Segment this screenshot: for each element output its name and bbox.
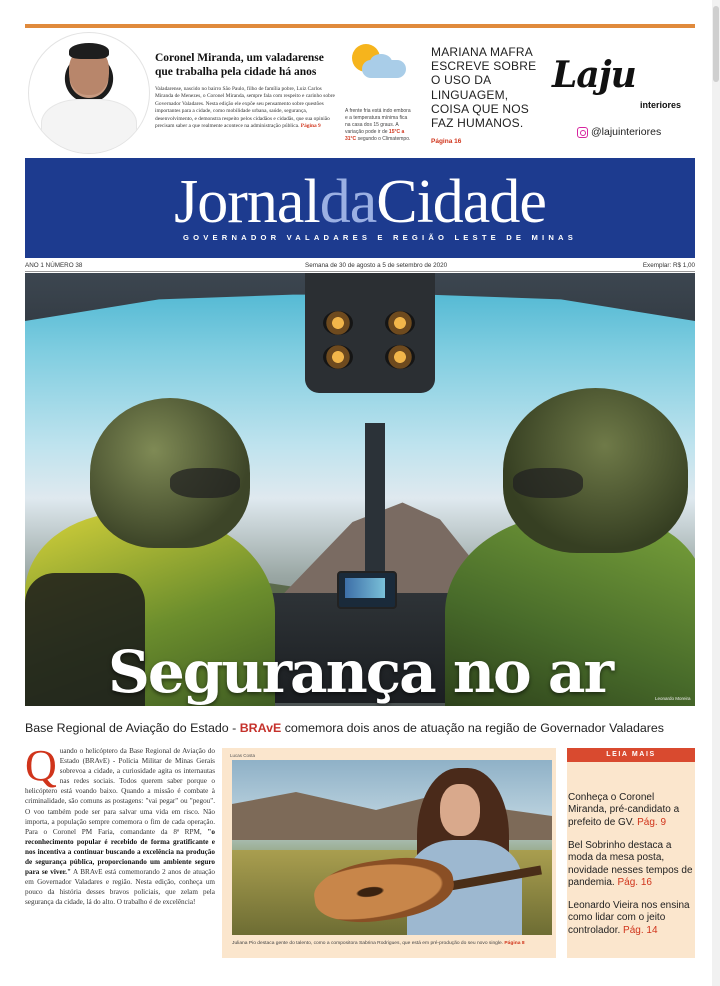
lead-headline[interactable]: Coronel Miranda, um valadarense que trabalha pela cidade há anos xyxy=(155,52,324,78)
article-text-2: A BRAvE está comemorando 2 anos de atuação em Governador Valadares e região. Nesta edição, conheça um pouco da história desses bravos policiais, que zelam pela segurança da cidade, lá do alto. O trabalho é de excelência! xyxy=(25,868,215,907)
issue-info-bar xyxy=(25,262,695,271)
article-dropcap: Q xyxy=(25,741,57,790)
masthead-tagline: GOVERNADOR VALADARES E REGIÃO LESTE DE MINAS xyxy=(183,233,577,242)
singer-face xyxy=(440,784,480,836)
newspaper-logo[interactable] xyxy=(25,164,695,240)
gauge-icon xyxy=(385,345,415,369)
gauge-icon xyxy=(385,311,415,335)
leia-mais-page-link[interactable]: Pág. 9 xyxy=(637,816,667,828)
subheadline-post: comemora dois anos de atuação na região de Governador Valadares xyxy=(281,721,664,735)
navigation-screen xyxy=(337,571,397,609)
lead-summary-text: Valadarense, nascido no bairro São Paulo, filho de família pobre, Luiz Carlos Miranda de Menezes, o Coronel Miranda, sempre fala com respeito e carinho sobre Governador Valadares. Nesta edição ele expõe seu pensamento sobre questões importantes para a cidade, como mobilidade urbana, saúde, segurança, desenvolvimento, e demonstra respeito pelos cidadãos e cidadãs, que sua opinião precisam saber a que realmente acontece na administração pública. xyxy=(155,86,335,130)
issue-date: Semana de 30 de agosto a 5 de setembro de 2020 xyxy=(305,262,448,269)
leia-mais-item-text: Bel Sobrinho destaca a moda da mesa posta, novidade nesses tempos de pandemia. xyxy=(568,840,693,888)
feature-caption xyxy=(232,941,552,947)
issue-price: Exemplar: R$ 1,00 xyxy=(642,262,695,269)
scrollbar-thumb[interactable] xyxy=(713,6,719,82)
overhead-panel xyxy=(305,273,435,393)
leia-mais-header: LEIA MAIS xyxy=(567,748,695,762)
subheadline-pre: Base Regional de Aviação do Estado - xyxy=(25,721,240,735)
laju-logo[interactable]: Laju xyxy=(552,54,636,96)
logo-part-da: da xyxy=(319,168,377,236)
gauge-icon xyxy=(323,311,353,335)
info-divider xyxy=(25,271,695,272)
cloud-icon xyxy=(362,60,406,78)
leia-mais-item[interactable] xyxy=(568,792,694,829)
cover-subheadline xyxy=(25,720,695,736)
helmet-visor xyxy=(513,468,583,498)
portrait-shirt xyxy=(41,99,137,154)
helmet-visor xyxy=(170,468,240,498)
pilot-left-helmet xyxy=(90,398,250,548)
mafra-teaser[interactable]: MARIANA MAFRA ESCREVE SOBRE O USO DA LINGUAGEM, COISA QUE NOS FAZ HUMANOS. xyxy=(431,45,537,131)
feature-photo[interactable] xyxy=(232,760,552,935)
cover-photo[interactable] xyxy=(25,273,695,706)
issue-number: ANO 1 NÚMERO 38 xyxy=(25,262,83,269)
portrait-photo xyxy=(28,32,150,154)
leia-mais-item-text: Leonardo Vieira nos ensina como lidar com o jeito controlador. xyxy=(568,900,690,936)
instagram-icon xyxy=(577,127,588,138)
leia-mais-item[interactable] xyxy=(568,840,694,889)
top-accent-line xyxy=(25,24,695,28)
feature-page-link[interactable]: Página 8 xyxy=(504,941,525,946)
leia-mais-page-link[interactable]: Pág. 14 xyxy=(623,924,658,936)
masthead xyxy=(25,158,695,258)
leia-mais-page-link[interactable]: Pág. 16 xyxy=(617,876,652,888)
cover-photo-credit: Leonardo Moreira xyxy=(655,696,691,701)
weather-text-1: A frente fria está indo embora e a temperatura mínima fica na casa dos 15 graus. A variação pode ir de xyxy=(345,108,411,135)
lead-summary xyxy=(155,86,337,130)
windshield-strut xyxy=(365,423,385,593)
weather-text-2: segundo o Climatempo. xyxy=(357,136,411,142)
logo-part-cidade: Cidade xyxy=(376,168,546,236)
weather-summary xyxy=(345,108,413,143)
weather-temperature: 15°C a 31°C xyxy=(345,129,405,142)
leia-mais-item-text: Conheça o Coronel Miranda, pré-candidato a prefeito de GV. xyxy=(568,792,680,828)
mafra-page-link[interactable]: Página 16 xyxy=(431,138,462,145)
feature-caption-text: Juliana Pio destaca gente do talento, como a compositora Sabrina Rodrigues, que está em pré-produção do seu novo single. xyxy=(232,941,504,946)
portrait-hair xyxy=(69,43,109,59)
lead-page-link[interactable]: Página 9 xyxy=(300,123,321,130)
leia-mais-item[interactable] xyxy=(568,900,694,937)
cover-headline[interactable]: Segurança no ar xyxy=(107,638,613,706)
subheadline-bold: BRAvE xyxy=(239,721,282,735)
logo-part-jornal: Jornal xyxy=(174,168,320,236)
feature-photo-credit: Lucas Costa xyxy=(230,753,256,758)
scrollbar[interactable] xyxy=(712,0,720,986)
laju-subtitle: interiores xyxy=(640,100,682,110)
article-text-1: uando o helicóptero da Base Regional de Aviação do Estado (BRAvE) - Polícia Militar de Minas Gerais sobrevoa a cidade, a curiosidade agita os internautas nas redes sociais. Todos querem saber porque o helicóptero está voando baixo. Quando a missão é combate à criminalidade, são comuns as postagens: "vai pegar" ou "pegou". O voo também pode ser para salvar uma vida em risco. Não importa, a população sempre comemora o fim de cada operação. Para o Coronel PM Faria, comandante da 8ª RPM, xyxy=(25,747,215,836)
pilot-right-helmet xyxy=(503,388,688,553)
instagram-handle[interactable]: @lajuinteriores xyxy=(591,126,662,138)
gauge-icon xyxy=(323,345,353,369)
article-quote: "o reconhecimento popular é recebido de forma gratificante e nos incentiva a continuar buscando a excelência na produção de segurança pública, proporcionando um ambiente seguro para se viver." xyxy=(25,827,215,877)
main-article xyxy=(25,741,215,908)
